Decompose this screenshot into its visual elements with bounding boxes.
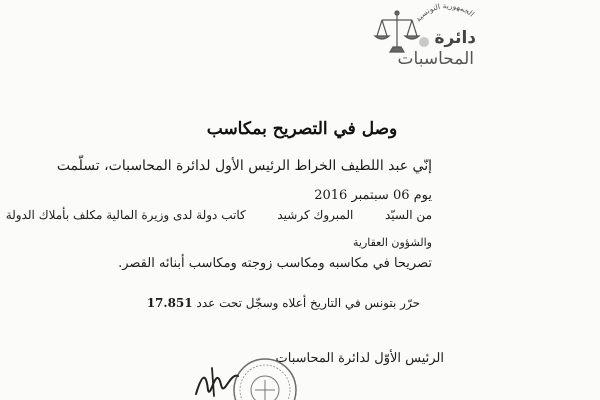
registration-text: حرّر بتونس في التاريخ أعلاه وسجّل تحت عدد <box>196 296 420 310</box>
body-line-1: إنّي عبد اللطيف الخراط الرئيس الأول لدائرة المحاسبات، تسلّمت <box>56 158 432 174</box>
handwritten-signature-icon <box>192 364 242 400</box>
document-title: وصل في التصريح بمكاسب <box>206 119 398 139</box>
logo-name-line1: دائرة <box>434 28 476 48</box>
body-line-5: تصريحا في مكاسبه ومكاسب زوجته ومكاسب أبنائه القصر. <box>118 256 432 271</box>
logo-name-line2: المحاسبات <box>397 49 474 69</box>
body-line-3 <box>6 208 432 222</box>
body-line-2-date: يوم 06 سبتمبر 2016 <box>314 188 432 203</box>
logo-arc-text: الجمهورية التونسية <box>413 1 476 24</box>
court-of-auditors-logo <box>366 0 476 78</box>
body-line-4: والشؤون العقارية <box>352 236 432 249</box>
registration-number: 17.851 <box>146 296 193 310</box>
signatory-title: الرئيس الأوّل لدائرة المحاسبات <box>275 351 444 366</box>
declarant-prefix: من السيّد <box>385 208 432 222</box>
declarant-name: المبروك كرشيد <box>277 208 354 222</box>
declarant-role: كاتب دولة لدى وزيرة المالية مكلف بأملاك الدولة <box>5 208 246 222</box>
registration-line <box>147 296 420 310</box>
